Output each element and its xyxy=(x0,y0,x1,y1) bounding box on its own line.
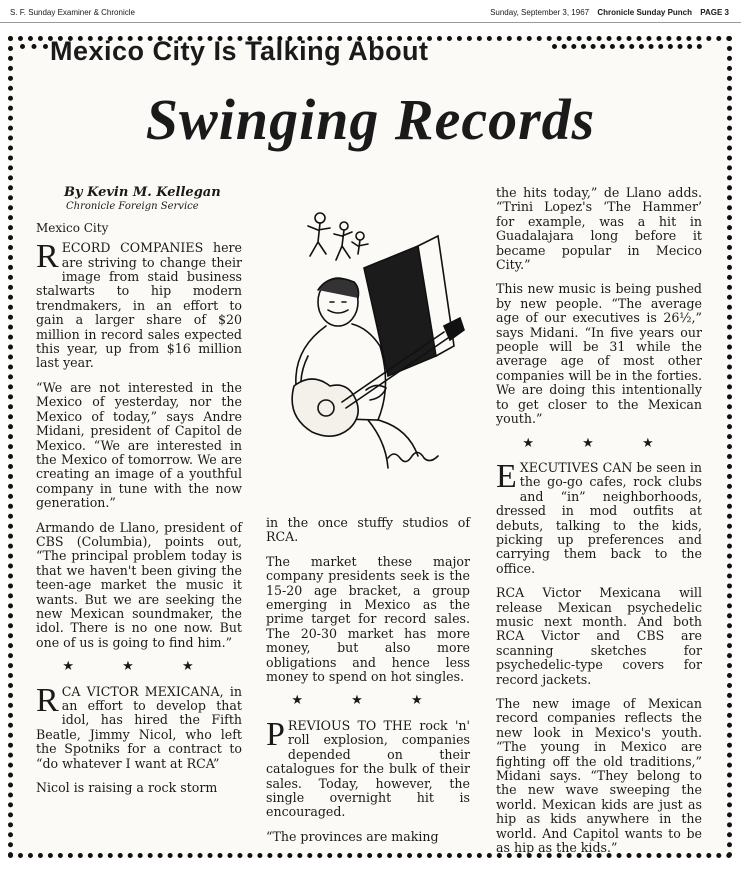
paragraph: This new music is being pushed by new people. “The average age of our executives is 26½,” says Midani. “In five years our people will be 31 while the average age of most other companies will be in the forties. We are doing this intentionally to get closer to the Mexican youth.” xyxy=(496,281,702,427)
headline: Swinging Records xyxy=(145,87,596,152)
column-3 xyxy=(496,186,702,865)
paragraph: The market these major company presidents seek is the 15-20 age bracket, a group emerging in Mexico as the prime target for record sales. The 20-30 market has more money, but also more obligations and hence less money to spend on hot singles. xyxy=(266,553,470,685)
byline: By Kevin M. Kellegan xyxy=(64,185,221,200)
page-rule xyxy=(0,22,741,23)
paragraph: the hits today,” de Llano adds. “Trini Lopez's ‘The Hammer’ for example, was a hit in Guadalajara long before it became popular in Mecico City.” xyxy=(496,185,702,273)
paragraph: Nicol is raising a rock storm xyxy=(36,780,218,796)
paragraph: RCA VICTOR MEXICANA, in an effort to develop that idol, has hired the Fifth Beatle, Jimmy Nicol, who left the Spotniks for a contract to “do whatever I want at RCA” xyxy=(36,681,242,771)
masthead xyxy=(8,6,733,20)
paragraph: The new image of Mexican record companies reflects the new look in Mexico's youth. “The young in Mexico are fighting off the old traditions,” Midani says. “They belong to the new wave sweeping the world. Mexican kids are just as hip as kids anywhere in the world. And Capitol wants to be as hip as the kids.” xyxy=(496,696,702,856)
section-break-stars: ★ ★ ★ xyxy=(291,693,445,709)
kicker-dash-right xyxy=(552,44,702,55)
drop-cap: R xyxy=(36,681,59,719)
masthead-right xyxy=(490,8,729,17)
news-service: Chronicle Foreign Service xyxy=(66,201,199,213)
page-number: PAGE 3 xyxy=(700,8,729,17)
paragraph: “We are not interested in the Mexico of yesterday, nor the Mexico of today,” says Andre Midani, president of Capitol de Mexico. “We are interested in the Mexico of tomorrow. We are creating an image of a youthful company in tune with the now generation.” xyxy=(36,379,242,511)
newspaper-name: S. F. Sunday Examiner & Chronicle xyxy=(10,8,135,17)
dateline: Mexico City xyxy=(36,220,109,235)
kicker-dash-left xyxy=(20,44,48,55)
drop-cap: R xyxy=(36,238,59,276)
section-break-stars: ★ ★ ★ xyxy=(522,435,676,451)
drop-cap: P xyxy=(266,715,285,753)
paragraph: in the once stuffy studios of RCA. xyxy=(266,515,470,545)
column-2 xyxy=(266,516,470,854)
paragraph: RECORD COMPANIES here are striving to change their image from staid business stalwarts to hip modern trendmakers, in an effort to gain a larger share of $20 million in record sales expected this year, up from $16 million last year. xyxy=(36,238,242,371)
paragraph: EXECUTIVES CAN be seen in the go-go cafes, rock clubs and “in” neighborhoods, dressed in mod outfits at debuts, talking to the kids, picking up preferences and carrying them back to the office. xyxy=(496,457,702,576)
paragraph: Armando de Llano, president of CBS (Columbia), points out, “The principal problem today is that we haven't been giving the teen-age market the music it wants. But we are seeking the new Mexican soundmaker, the idol. There is no one now. But one of us is going to find him.” xyxy=(36,519,242,650)
paragraph: “The provinces are making xyxy=(266,828,439,844)
issue-date: Sunday, September 3, 1967 xyxy=(490,8,590,17)
kicker-title: Mexico City Is Talking About xyxy=(50,36,429,66)
section-name: Chronicle Sunday Punch xyxy=(597,8,693,17)
paragraph: PREVIOUS TO THE rock 'n' roll explosion, companies depended on their catalogues for the bulk of their sales. Today, however, the single overnight hit is encouraged. xyxy=(266,715,470,820)
paragraph: RCA Victor Mexicana will release Mexican psychedelic music next month. And both RCA Victor and CBS are scanning sketches for psychedelic-type covers for record jackets. xyxy=(496,585,702,687)
section-break-stars: ★ ★ ★ xyxy=(62,659,216,675)
guitarist-illustration xyxy=(268,206,468,476)
drop-cap: E xyxy=(496,457,517,495)
column-1 xyxy=(36,186,242,805)
